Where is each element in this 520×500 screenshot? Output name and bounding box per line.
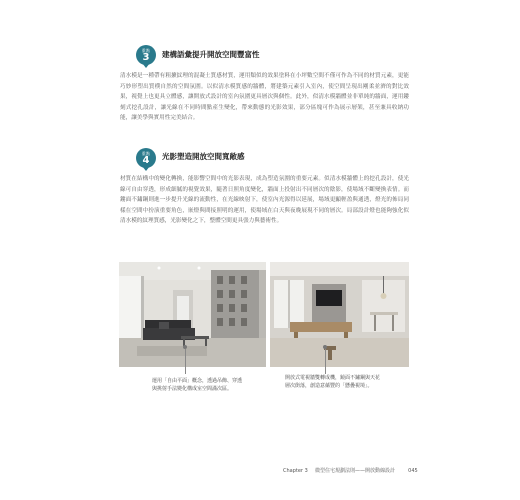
section-3-badge: 重點 3 (136, 45, 156, 65)
left-photo-caption: 運用「自由平面」概念，透過吊飾、穿透與挑射手法變化構成室空間滿次區。 (152, 378, 243, 392)
right-caption-leader (325, 349, 326, 374)
footer-title: 微型住宅規劃法則——開放動線設計 (314, 468, 395, 474)
left-caption-leader (185, 349, 186, 374)
section-4-heading: 光影塑造開放空間寬敞感 (162, 152, 245, 161)
living-room-photo (119, 262, 266, 367)
page-number: 045 (408, 468, 418, 474)
section-4-badge-tail (142, 166, 150, 171)
page-footer (283, 467, 418, 474)
section-4-paragraph: 材質在結構中的變化轉換，能影響空間中的光影表現，成為塑造氛圍的重要元素。似清水模牆體上的挖孔設計，使光線可自由穿透，形成細膩的視覺效果，隨著日照角度變化，牆面上投射出不同層次的陰影，使場域不斷變換表情。而鏤面不鏽鋼則進一步提升光線的流動性，在光線映射下，使室內光源得以延展，場域更顯輕盈與通透，燈光的佈局同樣在空間中扮演重要角色，嵌燈與間接照明的運用，使場域在白天與夜晚展現不同的層次。局部設計燈也能夠強化似清水模的紋理質感，光影變化之下，整體空間更具張力與藝術性。 (120, 176, 409, 225)
section-3-badge-tail (142, 63, 150, 68)
section-4-badge: 重點 4 (136, 148, 156, 168)
section-3-paragraph: 清水模是一種帶有粗擴紋理的混凝土質感材質，運用類似的效果塗料在小坪數空間不僅可作為不同的材質元素，更能巧妙形塑出質樸自然的空間氛圍。以似清水模質感的牆體，將建築元素引入室內，使空間呈現出剛柔並濟的對比效果，視覺上也更具立體感，讓開放式設計的室內氛圍更具層次與個性。此外，似清水模牆體並非單純的牆面，運用鏤刻式挖孔設計，讓光線在不同時間點產生變化，帶來動態的光影效果，部分區塊可作為展示層架，甚至兼具收納功能，讓美學與實用性完美結合。 (120, 73, 409, 122)
footer-chapter: Chapter 3 (283, 468, 308, 474)
tv-wall-photo (270, 262, 409, 367)
right-photo-caption: 開放式電視牆雙轉成機，鏡面不鏽鋼與天花層次銜落，創造意蘊豐的「懸疊視境」。 (285, 375, 381, 389)
section-3-heading: 建構語彙提升開放空間豐富性 (162, 50, 260, 59)
